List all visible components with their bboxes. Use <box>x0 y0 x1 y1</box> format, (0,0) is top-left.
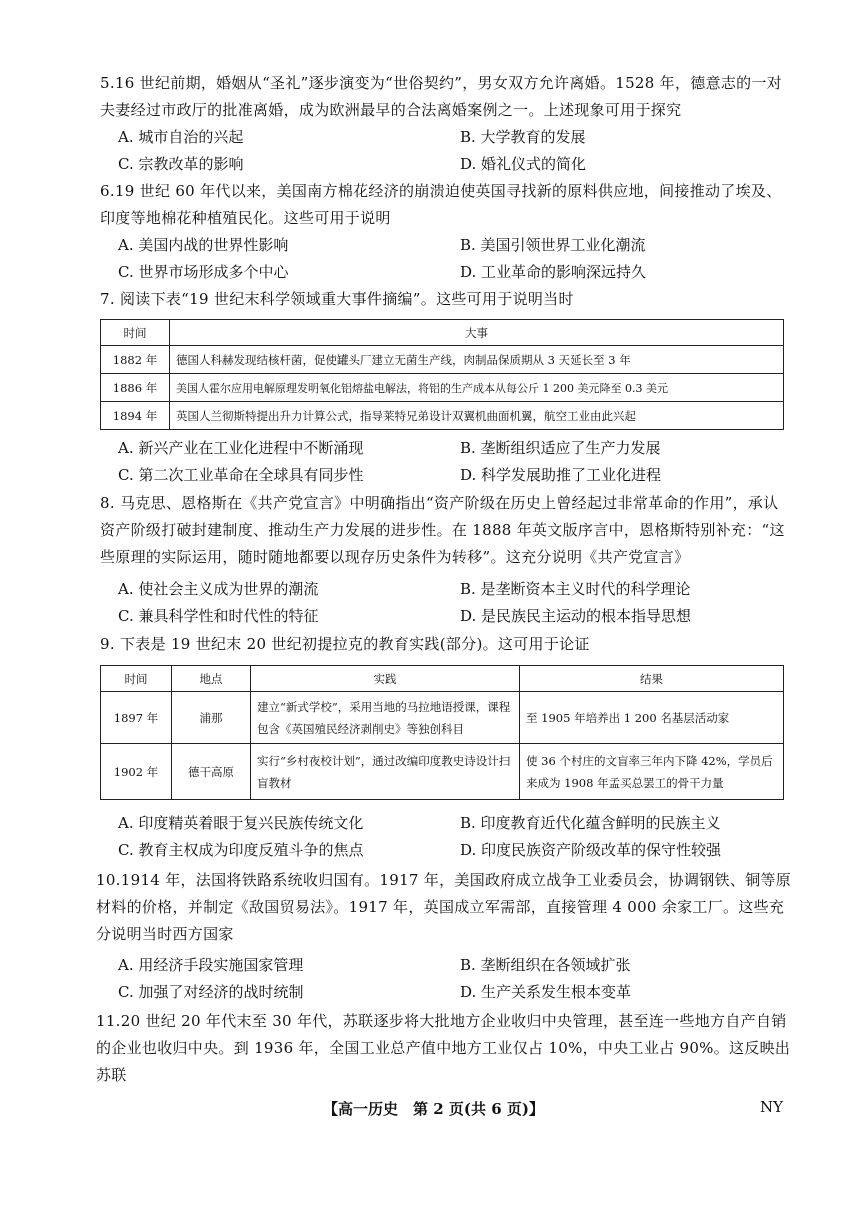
option-a[interactable]: A. 美国内战的世界性影响 <box>118 236 289 254</box>
option-d[interactable]: D. 婚礼仪式的简化 <box>460 155 587 173</box>
option-b[interactable]: B. 大学教育的发展 <box>460 128 586 146</box>
question-5-stem: 5.16 世纪前期，婚姻从“圣礼”逐步演变为“世俗契约”，男女双方允许离婚。1528 年，德意志的一对夫妻经过市政厅的批准离婚，成为欧洲最早的合法离婚案例之一。上述现象可用于探究 <box>100 74 783 119</box>
question-5-options <box>118 124 798 178</box>
question-8-stem: 8. 马克思、恩格斯在《共产党宣言》中明确指出“资产阶级在历史上曾经起过非常革命的作用”，承认资产阶级打破封建制度、推动生产力发展的进步性。在 1888 年英文版序言中，恩格斯特别补充：“这些原理的实际运用，随时随地都要以现存历史条件为转移”。这充分说明《共产党宣言》 <box>100 494 785 566</box>
education-table <box>100 665 784 800</box>
question-7 <box>100 286 790 313</box>
table-cell: 1882 年 <box>101 346 170 374</box>
option-c[interactable]: C. 教育主权成为印度反殖斗争的焦点 <box>118 841 364 859</box>
table-row <box>101 374 784 402</box>
question-10-options <box>118 952 798 1006</box>
option-c[interactable]: C. 加强了对经济的战时统制 <box>118 983 304 1001</box>
table-cell: 使 36 个村庄的文盲率三年内下降 42%，学员后来成为 1908 年孟买总罢工的骨干力量 <box>520 744 784 800</box>
option-c[interactable]: C. 第二次工业革命在全球具有同步性 <box>118 466 364 484</box>
table-cell: 德干高原 <box>172 744 251 800</box>
table-row <box>101 744 784 800</box>
table-header: 时间 <box>101 666 172 692</box>
option-a[interactable]: A. 使社会主义成为世界的潮流 <box>118 580 319 598</box>
option-b[interactable]: B. 印度教育近代化蕴含鲜明的民族主义 <box>460 814 721 832</box>
option-c[interactable]: C. 兼具科学性和时代性的特征 <box>118 607 319 625</box>
option-b[interactable]: B. 垄断组织在各领域扩张 <box>460 956 631 974</box>
table-cell: 1886 年 <box>101 374 170 402</box>
table-cell: 浦那 <box>172 692 251 744</box>
table-cell: 建立“新式学校”，采用当地的马拉地语授课，课程包含《英国殖民经济剥削史》等独创科目 <box>251 692 520 744</box>
option-d[interactable]: D. 是民族民主运动的根本指导思想 <box>460 607 692 625</box>
table-header: 结果 <box>520 666 784 692</box>
events-table <box>100 319 784 430</box>
option-a[interactable]: A. 印度精英着眼于复兴民族传统文化 <box>118 814 364 832</box>
option-a[interactable]: A. 新兴产业在工业化进程中不断涌现 <box>118 439 364 457</box>
question-6 <box>100 178 790 232</box>
question-9 <box>100 631 790 658</box>
option-b[interactable]: B. 垄断组织适应了生产力发展 <box>460 439 661 457</box>
option-d[interactable]: D. 印度民族资产阶级改革的保守性较强 <box>460 841 722 859</box>
question-6-stem: 6.19 世纪 60 年代以来，美国南方棉花经济的崩溃迫使英国寻找新的原料供应地，间接推动了埃及、印度等地棉花种植殖民化。这些可用于说明 <box>100 182 782 227</box>
option-c[interactable]: C. 世界市场形成多个中心 <box>118 263 289 281</box>
table-cell: 美国人霍尔应用电解原理发明氧化铝熔盐电解法，将铝的生产成本从每公斤 1 200 美元降至 0.3 美元 <box>170 374 784 402</box>
table-header: 时间 <box>101 320 170 346</box>
table-cell: 1902 年 <box>101 744 172 800</box>
question-7-options <box>118 435 798 489</box>
table-cell: 实行“乡村夜校计划”，通过改编印度教史诗设计扫盲教材 <box>251 744 520 800</box>
table-header: 大事 <box>170 320 784 346</box>
question-8 <box>100 490 790 571</box>
option-c[interactable]: C. 宗教改革的影响 <box>118 155 244 173</box>
question-9-options <box>118 810 798 864</box>
question-10-stem: 10.1914 年，法国将铁路系统收归国有。1917 年，美国政府成立战争工业委员会，协调钢铁、铜等原材料的价格，并制定《敌国贸易法》。1917 年，英国成立军需部，直接管理 4 000 余家工厂。这些充分说明当时西方国家 <box>96 871 792 943</box>
table-header: 地点 <box>172 666 251 692</box>
table-cell: 1894 年 <box>101 402 170 430</box>
option-b[interactable]: B. 是垄断资本主义时代的科学理论 <box>460 580 691 598</box>
table-cell: 德国人科赫发现结核杆菌，促使罐头厂建立无菌生产线，肉制品保质期从 3 天延长至 3 年 <box>170 346 784 374</box>
page-footer: 【高一历史 第 2 页(共 6 页)】 <box>323 1100 544 1118</box>
question-11 <box>96 1008 792 1089</box>
question-6-options <box>118 232 798 286</box>
table-row <box>101 692 784 744</box>
question-5 <box>100 70 790 124</box>
option-d[interactable]: D. 生产关系发生根本变革 <box>460 983 632 1001</box>
option-a[interactable]: A. 用经济手段实施国家管理 <box>118 956 304 974</box>
table-cell: 至 1905 年培养出 1 200 名基层活动家 <box>520 692 784 744</box>
question-11-stem: 11.20 世纪 20 年代末至 30 年代，苏联逐步将大批地方企业收归中央管理，甚至连一些地方自产自销的企业也收归中央。到 1936 年，全国工业总产值中地方工业仅占 10%，中央工业占 90%。这反映出苏联 <box>96 1012 791 1084</box>
table-cell: 1897 年 <box>101 692 172 744</box>
table-row <box>101 402 784 430</box>
option-d[interactable]: D. 科学发展助推了工业化进程 <box>460 466 662 484</box>
option-d[interactable]: D. 工业革命的影响深远持久 <box>460 263 647 281</box>
question-7-stem: 7. 阅读下表“19 世纪末科学领域重大事件摘编”。这些可用于说明当时 <box>100 290 574 308</box>
question-10 <box>96 867 792 948</box>
question-9-stem: 9. 下表是 19 世纪末 20 世纪初提拉克的教育实践(部分)。这可用于论证 <box>100 635 590 653</box>
table-cell: 英国人兰彻斯特提出升力计算公式，指导莱特兄弟设计双翼机曲面机翼，航空工业由此兴起 <box>170 402 784 430</box>
question-8-options <box>118 576 798 630</box>
paper-code: NY <box>760 1098 784 1116</box>
table-row <box>101 346 784 374</box>
option-a[interactable]: A. 城市自治的兴起 <box>118 128 244 146</box>
option-b[interactable]: B. 美国引领世界工业化潮流 <box>460 236 646 254</box>
table-header: 实践 <box>251 666 520 692</box>
